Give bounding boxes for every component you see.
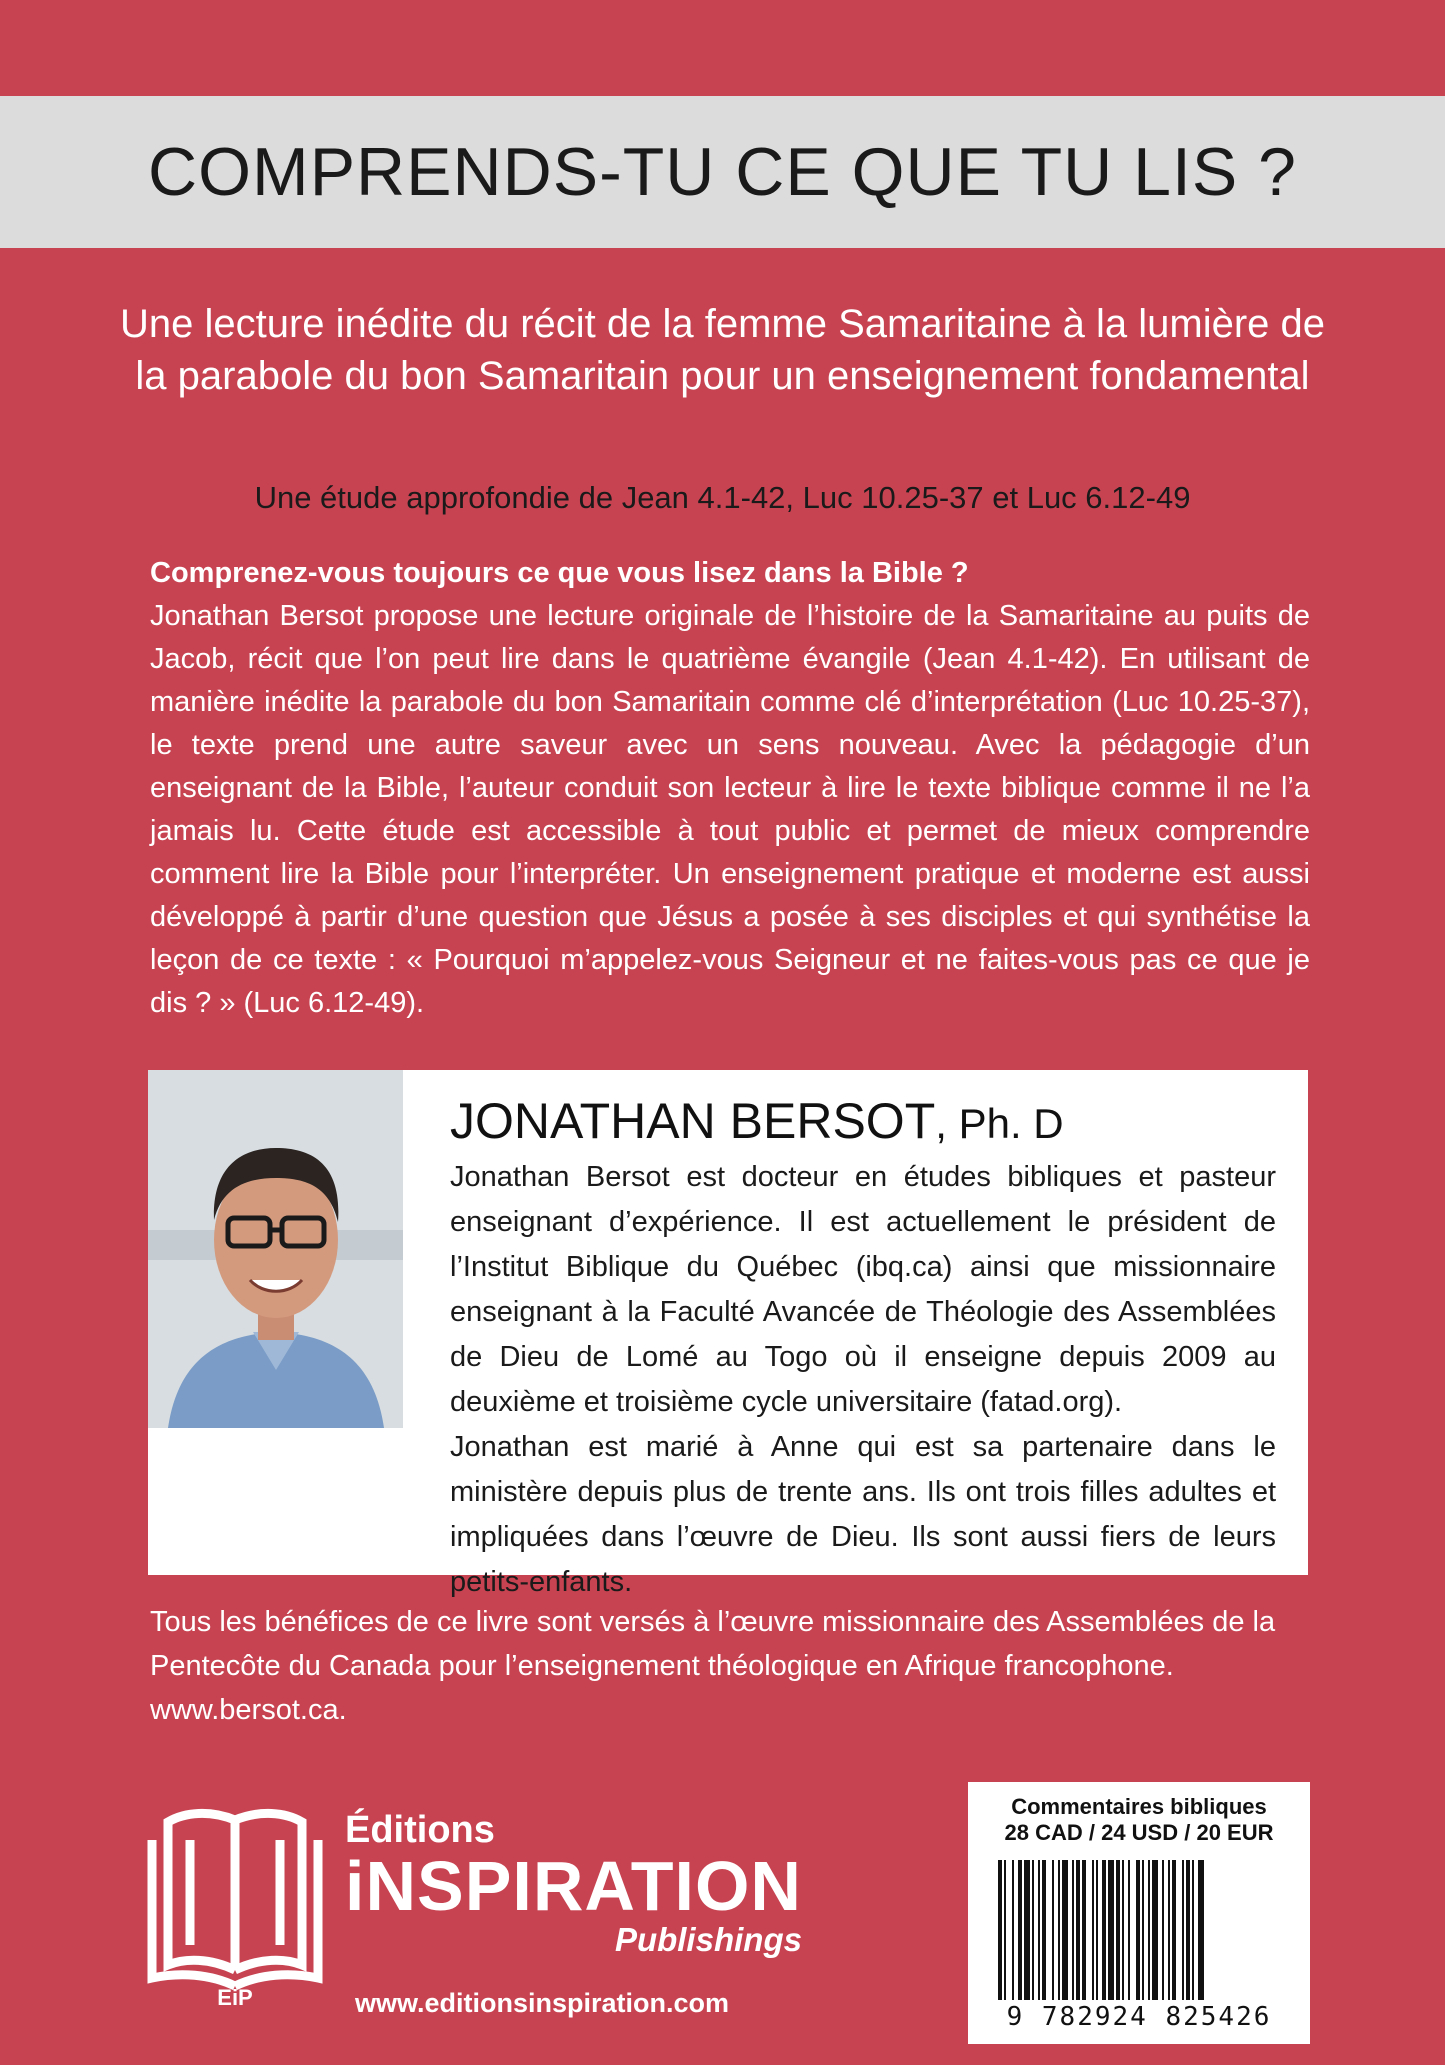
barcode-bar	[1024, 1860, 1030, 2000]
barcode-bar	[1122, 1860, 1124, 2000]
author-name-text: JONATHAN BERSOT	[450, 1093, 936, 1149]
barcode-isbn-digits: 9 782924 825426	[1006, 2002, 1272, 2032]
publisher-logo	[140, 1790, 802, 2050]
barcode-bar	[1038, 1860, 1040, 2000]
barcode-category: Commentaires bibliques	[1011, 1794, 1267, 1819]
book-title: COMPRENDS-TU CE QUE TU LIS ?	[148, 134, 1297, 210]
author-bio-part1: Jonathan Bersot est docteur en études bibliques et pasteur enseignant d’expérience. Il est actuellement le président de l’Institut Biblique du Québec (ibq.ca) ainsi que missionnaire enseignant à la Faculté Avancée de Théologie des Assemblées de Dieu de Lomé au Togo où il enseigne depuis 2009 au deuxième et troisième cycle universitaire (fatad.org).	[450, 1161, 1276, 1418]
publisher-name: iNSPIRATION	[345, 1847, 802, 1925]
barcode-bar	[1052, 1860, 1054, 2000]
barcode-bar	[1018, 1860, 1022, 2000]
title-band	[0, 96, 1445, 248]
proceeds-text: Tous les bénéfices de ce livre sont versés à l’œuvre missionnaire des Assemblées de la Pentecôte du Canada pour l’enseignement théologique en Afrique francophone.	[150, 1606, 1276, 1682]
barcode-bar	[1072, 1860, 1074, 2000]
publisher-editions: Éditions	[345, 1809, 495, 1851]
barcode-bar	[1042, 1860, 1046, 2000]
barcode-bar	[1116, 1860, 1120, 2000]
barcode-bar	[1128, 1860, 1130, 2000]
barcode-bar	[998, 1860, 1002, 2000]
barcode-bar	[1062, 1860, 1068, 2000]
study-references: Une étude approfondie de Jean 4.1-42, Luc 10.25-37 et Luc 6.12-49	[254, 480, 1191, 515]
barcode-bar	[1108, 1860, 1114, 2000]
barcode-bar	[1096, 1860, 1098, 2000]
book-description	[150, 552, 1310, 1025]
description-body: Jonathan Bersot propose une lecture originale de l’histoire de la Samaritaine au puits de Jacob, récit que l’on peut lire dans le quatrième évangile (Jean 4.1-42). En utilisant de manière inédite la parabole du bon Samaritain comme clé d’interprétation (Luc 10.25-37), le texte prend une autre saveur avec un sens nouveau. Avec la pédagogie d’un enseignant de la Bible, l’auteur conduit son lecteur à lire le texte biblique comme il ne l’a jamais lu. Cette étude est accessible à tout public et permet de mieux comprendre comment lire la Bible pour l’interpréter. Un enseignement pratique et moderne est aussi développé à partir d’une question que Jésus a posée à ses disciples et qui synthétise la leçon de ce texte : « Pourquoi m’appelez-vous Seigneur et ne faites-vous pas ce que je dis ? » (Luc 6.12-49).	[150, 600, 1310, 1019]
barcode-bar	[1076, 1860, 1080, 2000]
author-box	[148, 1070, 1308, 1598]
barcode-bar	[1102, 1860, 1106, 2000]
barcode-bar	[1092, 1860, 1094, 2000]
proceeds-note	[150, 1600, 1310, 1732]
barcode-bar	[1192, 1860, 1194, 2000]
author-credential: , Ph. D	[935, 1100, 1064, 1147]
publisher-url: www.editionsinspiration.com	[355, 1988, 730, 2018]
barcode-bars	[996, 1860, 1286, 2000]
author-bio-part2: Jonathan est marié à Anne qui est sa partenaire dans le ministère depuis plus de trente ans. Ils ont trois filles adultes et impliquées dans l’œuvre de Dieu. Ils sont aussi fiers de leurs petits-enfants.	[450, 1431, 1276, 1598]
barcode-box	[968, 1782, 1310, 2044]
barcode-bar	[1082, 1860, 1086, 2000]
publisher-monogram: EiP	[217, 1985, 253, 2010]
barcode-bar	[1142, 1860, 1144, 2000]
barcode-bar	[1152, 1860, 1158, 2000]
publisher-wordmark	[345, 1810, 802, 1958]
barcode-bar	[1148, 1860, 1150, 2000]
author-website: www.bersot.ca.	[150, 1694, 347, 1726]
barcode-bar	[1168, 1860, 1170, 2000]
barcode-bar	[1032, 1860, 1034, 2000]
description-lead: Comprenez-vous toujours ce que vous lisez dans la Bible ?	[150, 557, 969, 589]
publisher-publishings: Publishings	[614, 1921, 802, 1958]
barcode-bar	[1012, 1860, 1014, 2000]
barcode-bar	[1172, 1860, 1176, 2000]
author-photo	[148, 1070, 403, 1428]
author-portrait-image	[148, 1070, 403, 1428]
open-book-icon	[140, 1800, 330, 2010]
barcode-bar	[1004, 1860, 1006, 2000]
barcode-bar	[1162, 1860, 1164, 2000]
barcode-bar	[1198, 1860, 1204, 2000]
barcode-bar	[1186, 1860, 1190, 2000]
book-subtitle: Une lecture inédite du récit de la femme Samaritaine à la lumière de la parabole du bon Samaritain pour un enseignement fondamental	[119, 302, 1326, 398]
barcode-bar	[1136, 1860, 1140, 2000]
barcode-bar	[1058, 1860, 1060, 2000]
author-name	[450, 1092, 1064, 1150]
barcode-bar	[1182, 1860, 1184, 2000]
barcode-price: 28 CAD / 24 USD / 20 EUR	[1004, 1820, 1274, 1845]
